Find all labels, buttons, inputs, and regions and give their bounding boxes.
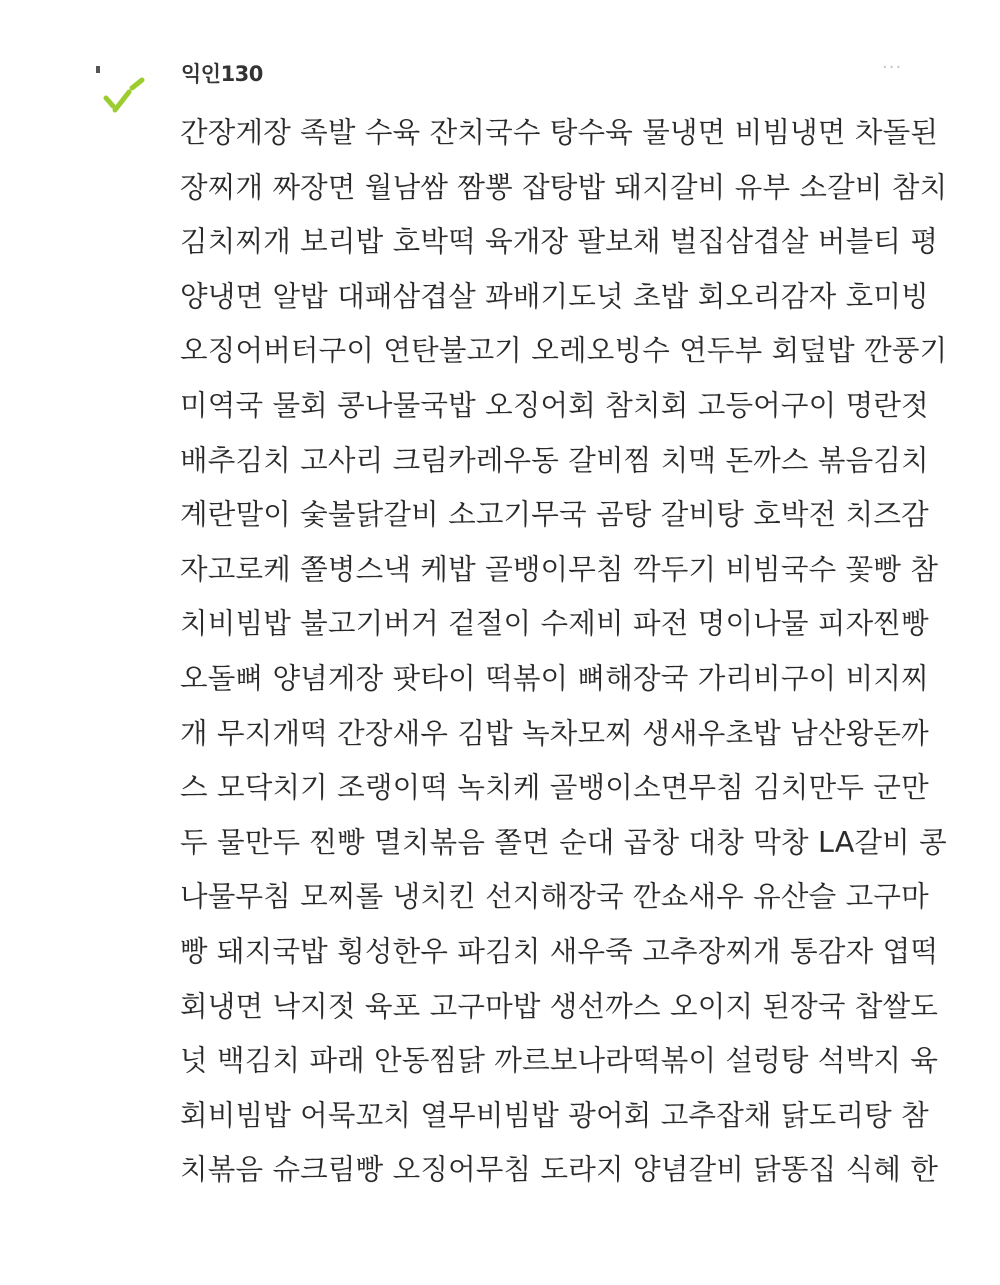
- more-options-icon[interactable]: ···: [882, 57, 903, 78]
- comment-text-line: 계란말이 숯불닭갈비 소고기무국 곰탕 갈비탕 호박전 치즈감: [180, 498, 929, 532]
- comment-text-line: 자고로케 쫄병스낵 케밥 골뱅이무침 깍두기 비빔국수 꽃빵 참: [180, 552, 939, 586]
- comment-text-line: 개 무지개떡 간장새우 김밥 녹차모찌 생새우초밥 남산왕돈까: [180, 716, 929, 750]
- comment-text-line: 치볶음 슈크림빵 오징어무침 도라지 양념갈비 닭똥집 식혜 한: [180, 1153, 939, 1187]
- avatar[interactable]: [88, 58, 148, 128]
- comment-text-line: 오돌뼈 양념게장 팟타이 떡볶이 뼈해장국 가리비구이 비지찌: [180, 661, 929, 695]
- comment-text-line: 양냉면 알밥 대패삼겹살 꽈배기도넛 초밥 회오리감자 호미빙: [180, 279, 929, 313]
- comment-text-line: 나물무침 모찌롤 냉치킨 선지해장국 깐쇼새우 유산슬 고구마: [180, 880, 929, 914]
- comment-text-line: 치비빔밥 불고기버거 겉절이 수제비 파전 명이나물 피자찐빵: [180, 607, 929, 641]
- comment-text-line: 회냉면 낙지젓 육포 고구마밥 생선까스 오이지 된장국 찹쌀도: [180, 989, 939, 1023]
- comment-text-line: 스 모닥치기 조랭이떡 녹치케 골뱅이소면무침 김치만두 군만: [180, 771, 929, 805]
- comment-text-line: 배추김치 고사리 크림카레우동 갈비찜 치맥 돈까스 볶음김치: [180, 443, 929, 477]
- comment-text-line: 넛 백김치 파래 안동찜닭 까르보나라떡볶이 설렁탕 석박지 육: [180, 1044, 939, 1078]
- comment-text-line: 오징어버터구이 연탄불고기 오레오빙수 연두부 회덮밥 깐풍기: [180, 334, 948, 368]
- comment-text-line: 미역국 물회 콩나물국밥 오징어회 참치회 고등어구이 명란젓: [180, 388, 929, 422]
- comment-text-line: 장찌개 짜장면 월남쌈 짬뽕 잡탕밥 돼지갈비 유부 소갈비 참치: [180, 170, 948, 204]
- comment-text-line: 간장게장 족발 수육 잔치국수 탕수육 물냉면 비빔냉면 차돌된: [180, 116, 939, 149]
- comment-text-line: 김치찌개 보리밥 호박떡 육개장 팔보채 벌집삼겹살 버블티 평: [180, 225, 939, 259]
- avatar-checkmark-icon: [88, 58, 148, 128]
- comment-text-line: 회비빔밥 어묵꼬치 열무비빔밥 광어회 고추잡채 닭도리탕 참: [180, 1098, 929, 1132]
- comment-body: [180, 106, 948, 1198]
- author-name[interactable]: 익인130: [181, 62, 263, 86]
- comment-text-line: 빵 돼지국밥 횡성한우 파김치 새우죽 고추장찌개 통감자 엽떡: [180, 934, 939, 968]
- comment-text-line: 두 물만두 찐빵 멸치볶음 쫄면 순대 곱창 대창 막창 LA갈비 콩: [180, 825, 947, 859]
